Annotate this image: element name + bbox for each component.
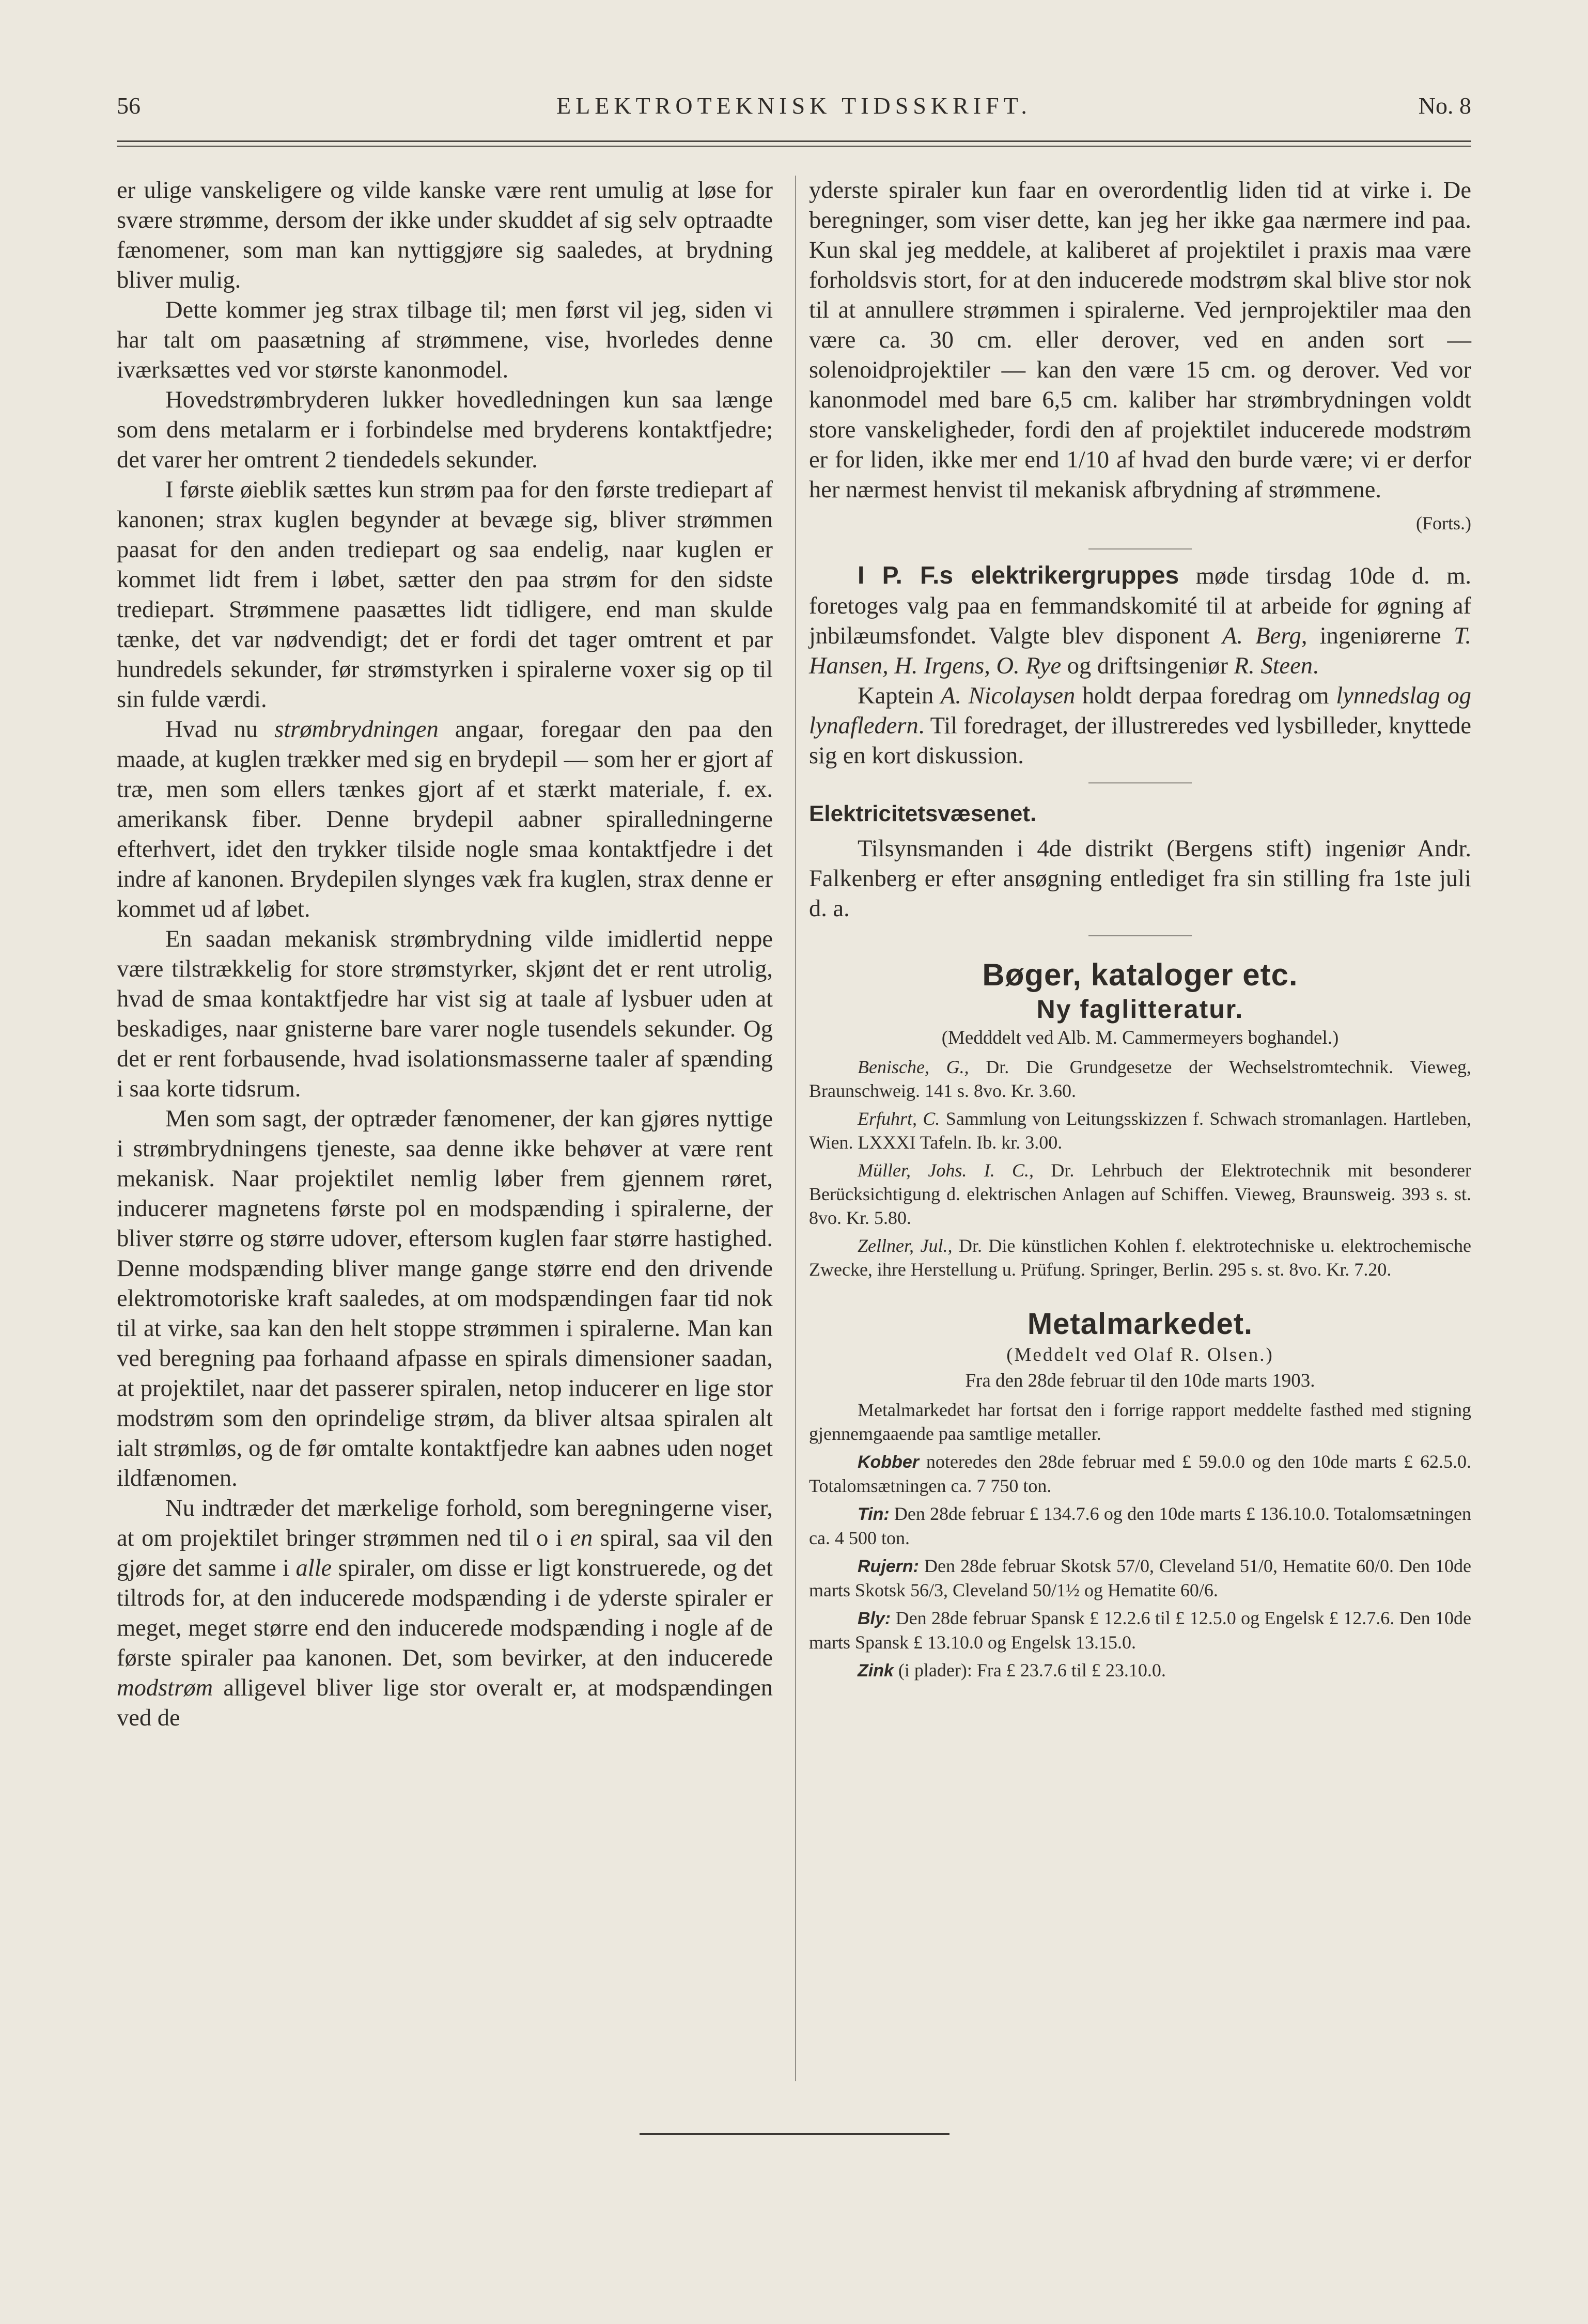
paragraph: Hovedstrømbryderen lukker hovedledningen kun saa længe som dens metalarm er i forbindelse med bryderens kontaktfjedre; det varer her omtrent 2 tiendedels sekunder. [117,387,773,473]
right-column [809,176,1471,1683]
book-entry [809,1158,1471,1230]
bottom-rule [640,2133,949,2135]
text-run: yderste spiraler kun faar en overordentlig liden tid at virke i. De beregninger, som viser dette, kan jeg her ikke gaa nærmere ind paa. Kun skal jeg meddele, at kaliberet af projektilet i praxis maa være forholdsvis stort, for at den inducerede modstrøm skal blive stor nok til at annullere strømmen i spiralerne. Ved jernprojektiler maa den være ca. 30 cm. eller derover, ved en anden sort — solenoidprojektiler — kan den være 15 cm. og derover. Ved vor kanonmodel med bare 6,5 cm. kaliber har strømbrydningen voldt store vanskeligheder, fordi den af projektilet inducerede modstrøm er for liden, ikke mer end [809,177,1471,473]
ipf-paragraph [809,561,1471,681]
metal-credit: (Meddelt ved Olaf R. Olsen.) [1006,1344,1274,1365]
left-column [117,176,773,1733]
paragraph: En saadan mekanisk strømbrydning vilde imidlertid neppe være tilstrækkelig for store strømstyrker, skjønt det er rent utrolig, hvad de smaa kontaktfjedre har vist sig at taale af lysbuer uden at beskadiges, naar gnisterne bare varer nogle tusendels sekunder. Og det er rent forbausende, hvad isolationsmasserne taaler af spænding i saa korte tidsrum. [117,926,773,1102]
book-details: Dr. Lehrbuch der Elektrotechnik mit besonderer Berücksichtigung d. elektrischen Anlagen auf Schiffen. Vieweg, Braunsweig. 393 s. st. 8vo. Kr. 5.80. [809,1160,1471,1228]
text-run: angaar, foregaar den paa den maade, at kuglen trækker med sig en brydepil — som her er gjort af træ, men som ellers tænkes gjort af et stærkt materiale, f. ex. amerikansk fiber. Denne brydepil aabner spiralledningerne efterhvert, idet den trykker tilside nogle smaa kontaktfjedre i det indre af kanonen. Brydepilen slynges væk fra kuglen, strax denne er kommet ud af løbet. [117,716,773,922]
books-subheading: Ny faglitteratur. [1036,995,1244,1024]
metal-name: Rujern: [858,1557,919,1576]
metal-entry [809,1450,1471,1498]
text-run: Kaptein [858,683,941,709]
paragraph [117,715,773,924]
continued-note: (Forts.) [1416,513,1471,533]
book-details: Dr. Die künstlichen Kohlen f. elektrotechniske u. elektrochemische Zwecke, ihre Herstellung u. Prüfung. Springer, Berlin. 295 s. st. 8vo. Kr. 7.20. [809,1235,1471,1280]
fraction: 1/10 [1066,447,1110,473]
metal-details: noteredes den 28de februar med £ 59.0.0 og den 10de marts £ 62.5.0. Totalomsætningen ca. 7 750 ton. [809,1451,1471,1496]
person-name: R. Steen [1234,653,1313,679]
text-run: . Til foredraget, der illustreredes ved lysbilleder, knyttede sig en kort diskussion. [809,713,1471,769]
metal-entry [809,1502,1471,1550]
text-run: , ingeniørerne [1301,623,1454,649]
metal-entry [809,1606,1471,1654]
paragraph: I første øieblik sættes kun strøm paa for den første trediepart af kanonen; strax kuglen begynder at bevæge sig, bliver strømmen paasat for den anden trediepart og saa endelig, naar kuglen er kommet lidt frem i løbet, sætter den paa strøm for den sidste trediepart. Strømmene paasættes lidt tidligere, end man skulde tænke, det var nødvendigt; det er fordi det tager omtrent et par hundredels sekunder, før strømstyrken i spiralerne voxer sig op til sin fulde værdi. [117,477,773,713]
ipf-heading: I P. F.s elektrikergruppes [858,562,1179,589]
page-header [117,92,1471,123]
emphasis: strømbrydningen [274,716,439,743]
metal-details: Den 28de februar £ 134.7.6 og den 10de marts £ 136.10.0. Totalomsætningen ca. 4 500 ton. [809,1503,1471,1548]
emphasis: modstrøm [117,1675,213,1701]
metal-intro: Metalmarkedet har fortsat den i forrige rapport meddelte fasthed med stigning gjennemgaaende paa samtlige metaller. [809,1400,1471,1444]
text-run: Nu indtræder det mærkelige forhold, som beregningerne viser, at om projektilet bringer strømmen ned til o i [117,1495,773,1551]
book-details: Dr. Die Grundgesetze der Wechselstromtechnik. Vieweg, Braunschweig. 141 s. 8vo. Kr. 3.60. [809,1057,1471,1101]
text-run: spiraler, om disse er ligt konstruerede, og det tiltrods for, at den inducerede modspænding i de yderste spiraler er meget, meget større end den inducerede modspænding i nogle af de første spiraler paa kanonen. Det, som bevirker, at den inducerede [117,1555,773,1671]
paragraph: Dette kommer jeg strax tilbage til; men først vil jeg, siden vi har talt om paasætning af strømmene, vise, hvorledes denne iværksættes ved vor største kanonmodel. [117,297,773,383]
book-entry [809,1055,1471,1103]
page-number: 56 [117,92,141,119]
book-author: Benische, G., [858,1057,969,1077]
metal-details: (i plader): Fra £ 23.7.6 til £ 23.10.0. [893,1660,1166,1681]
text-run: Hvad nu [165,716,275,743]
text-run: møde tirsdag 10de d. m. foretoges valg paa en femmandskomité til at arbeide for øgning af jnbilæumsfondet. Valgte blev disponent [809,563,1471,649]
book-entry [809,1234,1471,1281]
metal-period: Fra den 28de februar til den 10de marts 1903. [965,1370,1315,1391]
person-name: A. Nicolaysen [940,683,1076,709]
text-run: holdt derpaa foredrag om [1075,683,1336,709]
book-author: Erfuhrt, C. [858,1108,940,1129]
paragraph: Tilsynsmanden i 4de distrikt (Bergens stift) ingeniør Andr. Falkenberg er efter ansøgning entlediget fra sin stilling fra 1ste juli d. a. [809,836,1471,922]
metal-details: Den 28de februar Spansk £ 12.2.6 til £ 12.5.0 og Engelsk £ 12.7.6. Den 10de marts Spansk £ 13.10.0 og Engelsk 13.15.0. [809,1608,1471,1653]
paragraph [809,176,1471,505]
book-entry [809,1107,1471,1154]
metal-heading: Metalmarkedet. [1027,1307,1253,1341]
emphasis: en [570,1525,593,1551]
books-heading: Bøger, kataloger etc. [982,957,1298,992]
metal-entry [809,1554,1471,1602]
paragraph [117,1494,773,1733]
books-credit: (Medddelt ved Alb. M. Cammermeyers boghandel.) [941,1027,1339,1048]
column-divider [795,176,796,2081]
journal-title: ELEKTROTEKNISK TIDSSKRIFT. [556,92,1032,119]
metal-name: Tin: [858,1504,890,1524]
issue-number: No. 8 [1418,92,1471,119]
text-run: spiral, saa vil den gjøre det samme i [117,1525,773,1581]
section-divider [1088,782,1192,783]
text-run: alligevel bliver lige stor overalt er, at modspændingen ved de [117,1675,773,1731]
section-divider [1088,548,1192,549]
book-author: Müller, Johs. I. C., [858,1160,1034,1181]
text-run: af hvad den burde være; vi er derfor her nærmest henvist til mekanisk afbrydning af strømmene. [809,447,1471,503]
header-rule [117,140,1471,142]
text-run: og driftsingeniør [1061,653,1234,679]
emphasis: alle [295,1555,332,1581]
person-name: A. Berg [1222,623,1301,649]
paragraph: Men som sagt, der optræder fænomener, der kan gjøres nyttige i strømbrydningens tjeneste, saa denne ikke behøver at være rent mekanisk. Naar projektilet nemlig løber frem gjennem røret, inducerer magnetens første pol en modspænding i spiralerne, der bliver større og større udover, eftersom kuglen faar større hastighed. Denne modspænding bliver mange gange større end den drivende elektromotoriske kraft saaledes, at om modspændingen faar tid nok til at virke, saa kan den helt stoppe strømmen i spiralerne. Man kan ved beregning paa forhaand afpasse en spirals dimensioner saadan, at projektilet, naar det passerer spiralen, netop inducerer en lige stor modstrøm som den oprindelige strøm, da bliver altsaa spiralen alt ialt strømløs, og de før omtalte kontaktfjedre kan aabnes uden noget ildfænomen. [117,1106,773,1491]
header-rule-thin [117,146,1471,147]
text-run: . [1313,653,1319,679]
metal-name: Kobber [858,1452,919,1472]
paragraph [809,681,1471,771]
metal-name: Zink [858,1661,894,1681]
metal-name: Bly: [858,1609,891,1628]
person-names: T. Hansen, H. Irgens, O. Rye [809,623,1471,679]
metal-entry [809,1658,1471,1683]
lecture-topic: lynnedslag og lynafledern [809,683,1471,739]
metal-details: Den 28de februar Skotsk 57/0, Cleveland 51/0, Hematite 60/0. Den 10de marts Skotsk 56/3, Cleveland 50/1½ og Hematite 60/6. [809,1556,1471,1600]
elec-heading: Elektricitetsvæsenet. [809,801,1037,826]
paragraph: er ulige vanskeligere og vilde kanske være rent umulig at løse for svære strømme, dersom der ikke under skuddet af sig selv optraadte fænomener, som man kan nyttiggjøre sig saaledes, at brydning bliver mulig. [117,177,773,293]
section-divider [1088,935,1192,936]
book-author: Zellner, Jul., [858,1235,953,1256]
book-details: Sammlung von Leitungsskizzen f. Schwach stromanlagen. Hartleben, Wien. LXXXI Tafeln. Ib. kr. 3.00. [809,1108,1471,1153]
